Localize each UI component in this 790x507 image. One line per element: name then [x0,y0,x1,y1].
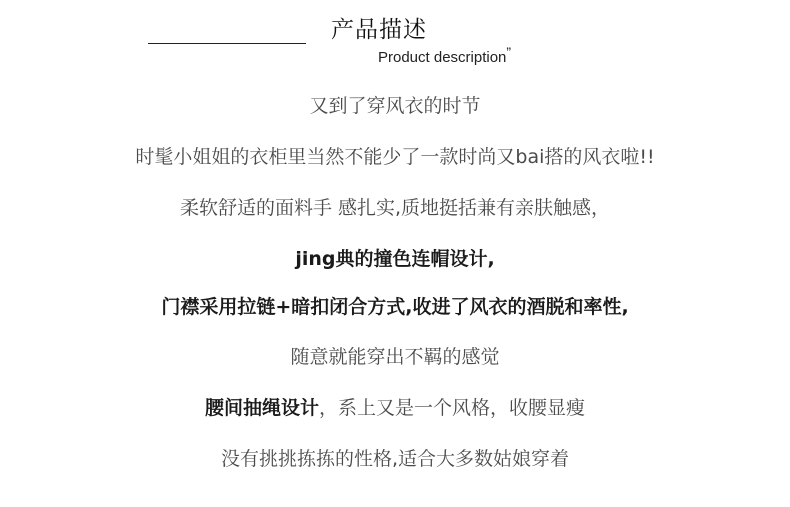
description-line-4: jing典的撞色连帽设计, [295,248,495,270]
description-line-8: 没有挑挑拣拣的性格,适合大多数姑娘穿着 [220,448,570,470]
subtitle-text: Product description [378,49,507,66]
subtitle-quote-mark: ” [506,44,512,60]
section-title: 产品描述 [331,17,427,43]
header-rule [148,43,306,44]
description-line-5: 门襟采用拉链+暗扣闭合方式,收进了风衣的酒脱和率性, [161,296,629,318]
description-line-7 [0,399,790,418]
description-line-1: 又到了穿风衣的时节 [309,95,481,117]
description-line-6: 随意就能穿出不羁的感觉 [290,346,500,368]
section-subtitle [378,44,512,66]
description-line-2: 时髦小姐姐的衣柜里当然不能少了一款时尚又bai搭的风衣啦!! [135,146,655,168]
description-line-3: 柔软舒适的面料手 感扎实,质地挺括兼有亲肤触感， [179,197,611,219]
description-line-7-rest: ，系上又是一个风格，收腰显瘦 [319,397,586,419]
description-line-7-bold: 腰间抽绳设计 [204,397,319,419]
